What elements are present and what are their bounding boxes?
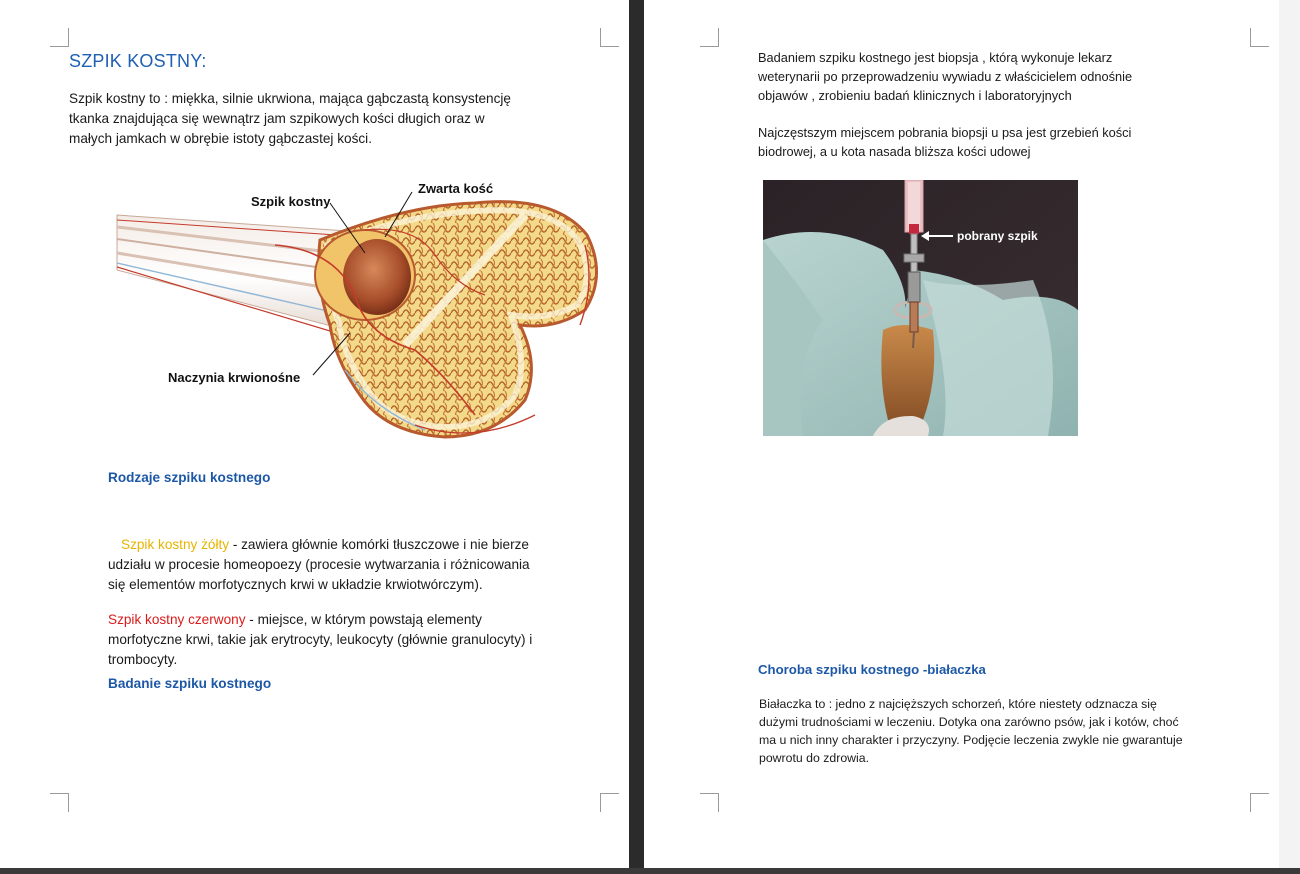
text-line: morfotyczne krwi, takie jak erytrocyty, leukocyty (głównie granulocyty) i [108,632,533,647]
crop-mark [600,793,619,812]
text-line: się elementów morfotycznych krwi w układzie krwiotwórczym). [108,577,483,592]
heading-leukemia: Choroba szpiku kostnego -białaczka [758,662,986,677]
text-line: Białaczka to : jedno z najcięższych schorzeń, które niestety odznacza się [759,697,1157,711]
document-canvas-bottom [0,868,1300,874]
bone-illustration [115,175,615,460]
crop-mark [1250,28,1269,47]
text-line: Szpik kostny to : miękka, silnie ukrwiona, mająca gąbczastą konsystencję [69,91,511,106]
text-line: tkanka znajdująca się wewnątrz jam szpikowych kości długich oraz w [69,111,485,126]
document-page-right [644,0,1279,868]
yellow-marrow-desc: - zawiera głównie komórki tłuszczowe i nie bierze [229,537,529,552]
text-line: dużymi trudnościami w leczeniu. Dotyka ona zarówno psów, jak i kotów, choć [759,715,1179,729]
crop-mark [1250,793,1269,812]
intro-paragraph [69,89,589,149]
biopsy-photo-drawing [763,180,1078,436]
paragraph-biopsy [758,48,1228,105]
document-page-left [0,0,629,868]
heading-marrow-exam: Badanie szpiku kostnego [108,676,272,691]
text-line: Najczęstszym miejscem pobrania biopsji u psa jest grzebień kości [758,125,1132,140]
red-marrow-term: Szpik kostny czerwony [108,612,246,627]
text-line: udziału w procesie homeopoezy (procesie wytwarzania i różnicowania [108,557,530,572]
crop-mark [50,28,69,47]
text-line: małych jamkach w obrębie istoty gąbczastej kości. [69,131,372,146]
label-compact-bone: Zwarta kość [418,181,494,196]
label-bone-marrow: Szpik kostny [251,194,331,209]
crop-mark [700,28,719,47]
text-line: biodrowej, a u kota nasada bliższa kości udowej [758,144,1031,159]
text-line [108,535,588,555]
bone-cross-section-drawing [115,175,615,460]
page-title: SZPIK KOSTNY: [69,51,207,71]
text-line: trombocyty. [108,652,178,667]
paragraph-red-marrow [108,610,588,670]
text-line: ma u nich inny charakter i przyczyny. Podjęcie leczenia zwykle nie gwarantuje [759,733,1183,747]
yellow-marrow-term: Szpik kostny żółty [121,537,230,552]
label-blood-vessels: Naczynia krwionośne [168,370,301,385]
text-line: powrotu do zdrowia. [759,751,870,765]
red-marrow-desc: - miejsce, w którym powstają elementy [245,612,482,627]
crop-mark [50,793,69,812]
heading-marrow-types: Rodzaje szpiku kostnego [108,470,271,485]
crop-mark [700,793,719,812]
biopsy-photo [763,180,1078,436]
text-line: weterynarii po przeprowadzeniu wywiadu z właścicielem odnośnie [758,69,1133,84]
text-line: Badaniem szpiku kostnego jest biopsja , którą wykonuje lekarz [758,50,1113,65]
crop-mark [600,28,619,47]
paragraph-leukemia [759,695,1229,767]
paragraph-yellow-marrow [108,535,588,595]
text-line: objawów , zrobieniu badań klinicznych i laboratoryjnych [758,88,1072,103]
label-collected-marrow: pobrany szpik [957,229,1038,243]
text-line [108,610,588,630]
document-canvas-edge [1279,0,1300,874]
paragraph-biopsy-site [758,123,1228,161]
